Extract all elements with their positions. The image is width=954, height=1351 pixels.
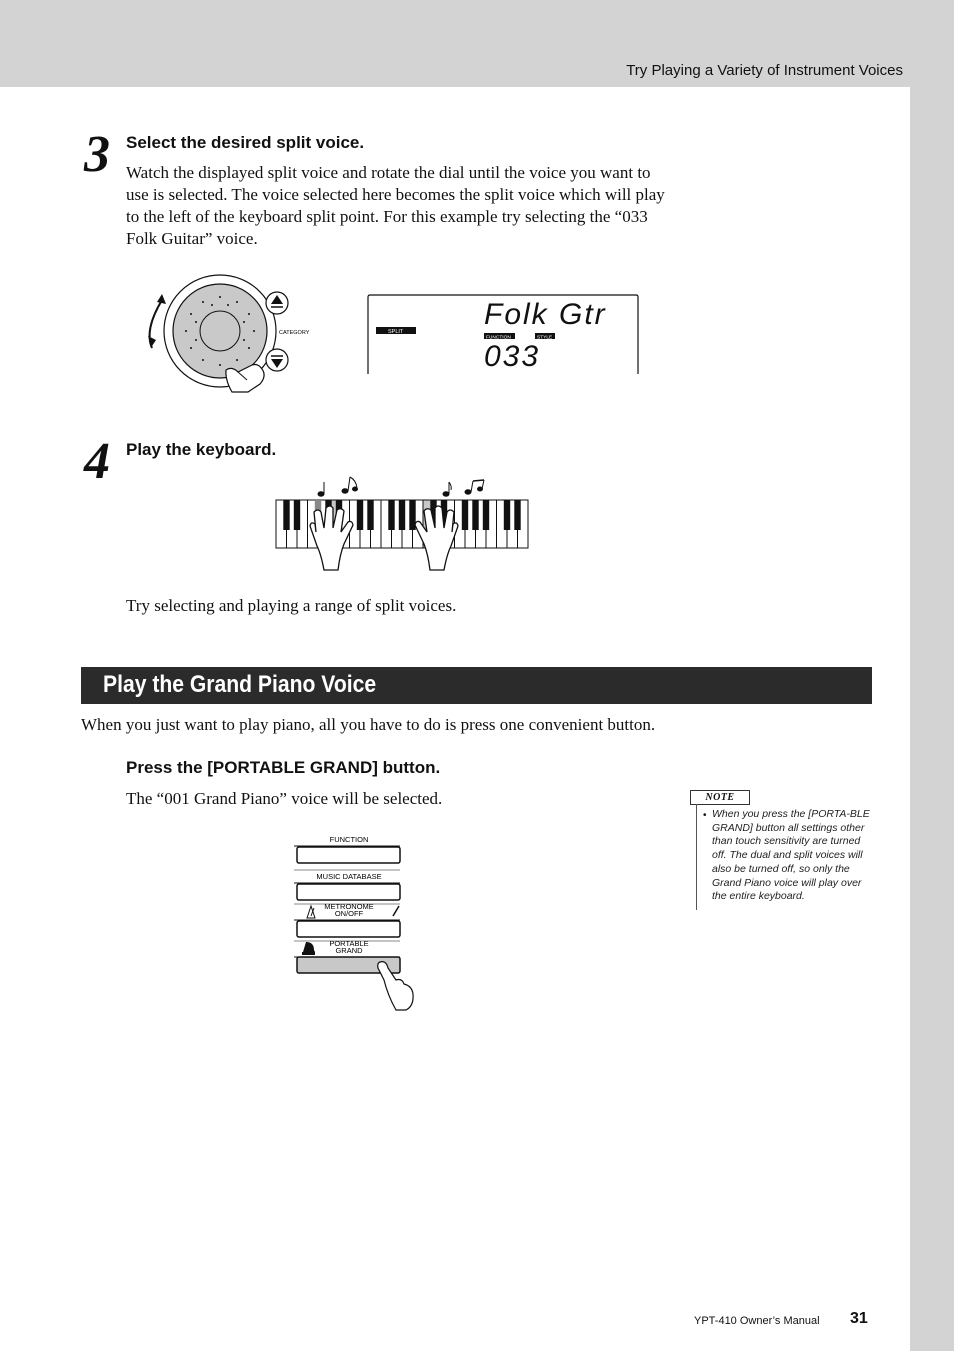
metronome-label-1: METRONOME bbox=[324, 902, 374, 911]
black-key bbox=[483, 500, 489, 530]
metronome-arrow-icon bbox=[393, 906, 399, 916]
lcd-voice-name: Folk Gtr bbox=[484, 298, 607, 331]
portable-grand-label-1: PORTABLE bbox=[329, 939, 369, 948]
black-key bbox=[388, 500, 394, 530]
section-intro: When you just want to play piano, all you have to do is press one convenient button. bbox=[81, 715, 656, 734]
metronome-button bbox=[297, 921, 400, 937]
grand-step-body: The “001 Grand Piano” voice will be selected. bbox=[126, 789, 443, 808]
note-rule bbox=[696, 804, 697, 910]
keyboard-illustration bbox=[274, 472, 534, 577]
page-number: 31 bbox=[850, 1310, 868, 1327]
style-indicator-label: STYLE bbox=[537, 335, 553, 341]
footer-manual-title: YPT-410 Owner’s Manual bbox=[694, 1315, 820, 1327]
function-button-label: FUNCTION bbox=[329, 835, 369, 844]
black-key bbox=[367, 500, 373, 530]
black-key bbox=[357, 500, 363, 530]
metronome-icon bbox=[307, 906, 315, 918]
music-database-button-label: MUSIC DATABASE bbox=[316, 872, 382, 881]
grand-step-heading: Press the [PORTABLE GRAND] button. bbox=[126, 758, 441, 777]
dial-illustration bbox=[140, 270, 340, 395]
grand-piano-icon bbox=[302, 942, 315, 955]
panel-buttons-illustration bbox=[290, 830, 425, 1015]
black-key bbox=[514, 500, 520, 530]
step-3-heading: Select the desired split voice. bbox=[126, 133, 365, 152]
metronome-label-2: ON/OFF bbox=[334, 909, 364, 918]
step-4-body: Try selecting and playing a range of split voices. bbox=[126, 596, 457, 615]
note-bullet: • bbox=[703, 810, 707, 821]
black-key bbox=[504, 500, 510, 530]
category-label: CATEGORY bbox=[279, 330, 310, 336]
step-3-body: Watch the displayed split voice and rotate the dial until the voice you want to use is selected. The voice selected here becomes the split voice which will play to the left of the keyboard split point. For this example try selecting the “033 Folk Guitar” voice. bbox=[126, 163, 665, 248]
black-key bbox=[462, 500, 468, 530]
section-header-bar bbox=[81, 667, 872, 704]
portable-grand-label-2: GRAND bbox=[335, 946, 363, 955]
function-indicator-label: FUNCTION bbox=[486, 335, 511, 341]
running-header: Try Playing a Variety of Instrument Voices bbox=[626, 62, 903, 79]
note-tag: NOTE bbox=[690, 790, 750, 805]
note-text: When you press the [PORTA-BLE GRAND] button all settings other than touch sensitivity are turned off. The dual and split voices will also be turned off, so only the Grand Piano voice will play over the entire keyboard. bbox=[712, 808, 870, 903]
lcd-display bbox=[366, 294, 640, 376]
lcd-voice-number: 033 bbox=[484, 340, 541, 373]
black-key bbox=[399, 500, 405, 530]
black-key bbox=[294, 500, 300, 530]
split-indicator-label: SPLIT bbox=[388, 329, 404, 335]
section-title: Play the Grand Piano Voice bbox=[103, 671, 377, 698]
side-band bbox=[910, 87, 954, 1351]
music-database-button bbox=[297, 884, 400, 900]
black-key bbox=[283, 500, 289, 530]
step-3-number: 3 bbox=[84, 126, 110, 183]
function-button bbox=[297, 847, 400, 863]
black-key bbox=[472, 500, 478, 530]
step-4-heading: Play the keyboard. bbox=[126, 440, 277, 459]
step-4-number: 4 bbox=[84, 433, 110, 490]
music-notes-icon bbox=[318, 477, 484, 496]
